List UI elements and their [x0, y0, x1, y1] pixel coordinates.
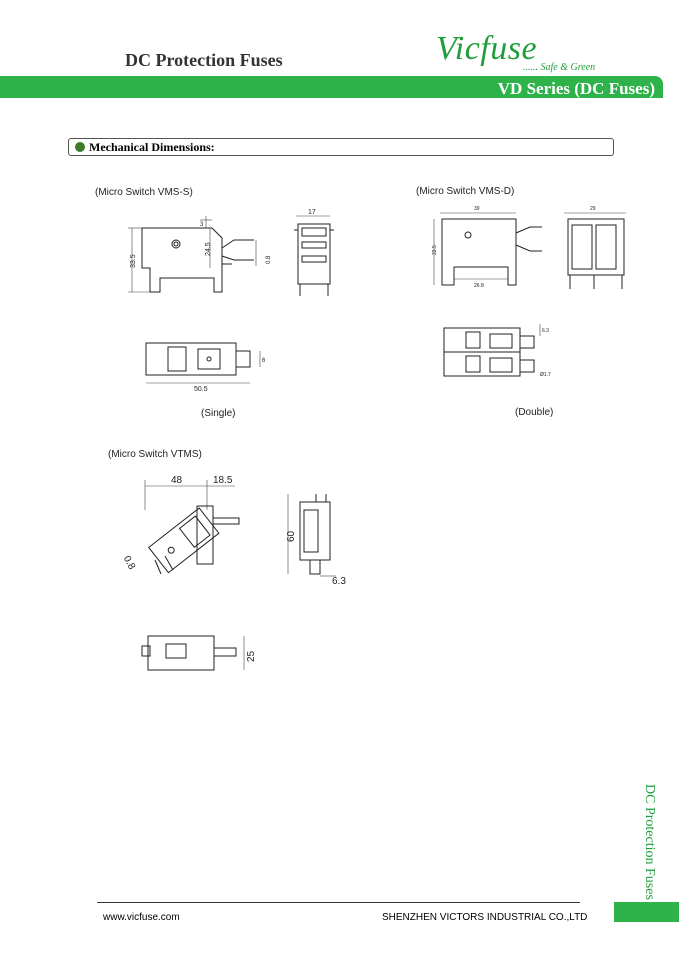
section-title: Mechanical Dimensions:	[89, 140, 215, 154]
dim-24-5: 24.5	[205, 242, 212, 256]
dim-39: 39	[474, 206, 480, 212]
caption-single: (Single)	[201, 408, 236, 419]
dim-33-5: 33.5	[130, 254, 137, 268]
side-label: DC Protection Fuses	[642, 784, 657, 900]
series-title: VD Series (DC Fuses)	[497, 79, 655, 98]
dim-50-5: 50.5	[194, 386, 208, 393]
dim-17: 17	[308, 209, 316, 216]
dim-0-8: 0.8	[266, 255, 272, 264]
header-title: DC Protection Fuses	[125, 50, 283, 70]
drawing-vms-s-top	[138, 335, 278, 395]
logo-tagline: ...... Safe & Green	[523, 62, 596, 73]
caption-vtms: (Micro Switch VTMS)	[108, 449, 202, 460]
drawing-vtms-front	[115, 470, 255, 600]
drawing-vtms-top	[140, 630, 260, 680]
dim-18-5: 18.5	[213, 475, 233, 486]
footer-divider	[97, 902, 580, 903]
caption-vms-d: (Micro Switch VMS-D)	[416, 186, 515, 197]
dim-48: 48	[171, 475, 183, 486]
bullet-icon	[75, 142, 85, 152]
footer-company: SHENZHEN VICTORS INDUSTRIAL CO.,LTD	[382, 912, 588, 923]
dim-26-8: 26.8	[474, 283, 484, 289]
caption-vms-s: (Micro Switch VMS-S)	[95, 187, 193, 198]
dim-6-3-v: 6.3	[332, 576, 346, 587]
side-green-block	[614, 902, 679, 922]
vicfuse-logo: Vicfuse	[436, 30, 538, 67]
caption-double: (Double)	[515, 407, 554, 418]
dim-33-5-d: 33.5	[432, 245, 438, 255]
dim-6-3-d: 6.3	[542, 328, 549, 334]
dim-60: 60	[286, 530, 297, 542]
footer-website: www.vicfuse.com	[103, 912, 180, 923]
drawing-vms-d-front	[426, 205, 546, 295]
drawing-vms-s-side	[290, 210, 340, 305]
dim-0-8-v: 0.8	[120, 554, 138, 572]
drawing-vms-s-front	[122, 210, 272, 305]
dim-3: 3	[200, 222, 204, 228]
dim-29: 29	[590, 206, 596, 212]
dim-6: 6	[262, 358, 266, 364]
drawing-vms-d-side	[560, 205, 630, 295]
drawing-vms-d-top	[440, 320, 560, 385]
drawing-vtms-side	[280, 488, 360, 588]
dim-25: 25	[246, 650, 257, 662]
dim-1-7: Ø1.7	[540, 372, 551, 378]
